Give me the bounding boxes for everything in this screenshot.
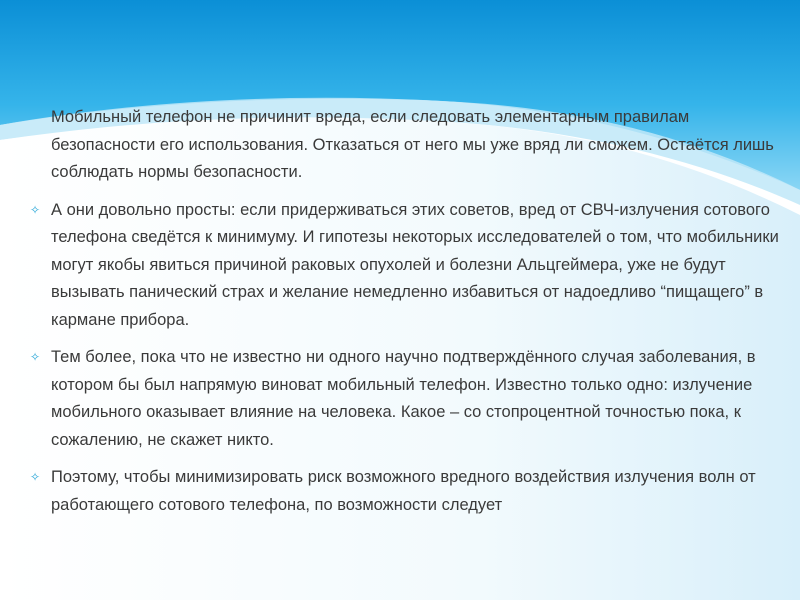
diamond-bullet-icon: ✧ bbox=[30, 350, 41, 364]
paragraph-bullet-3 bbox=[30, 464, 780, 519]
paragraph-bullet-2 bbox=[30, 344, 780, 454]
paragraph-text: Поэтому, чтобы минимизировать риск возможного вредного воздействия излучения волн от работающего сотового телефона, по возможности следует bbox=[51, 468, 756, 514]
diamond-bullet-icon: ✧ bbox=[30, 202, 41, 217]
slide-body-text bbox=[30, 104, 780, 529]
paragraph-bullet-1 bbox=[30, 197, 780, 335]
paragraph-text: Тем более, пока что не известно ни одного научно подтверждённого случая заболевания, в котором бы был напрямую виноват мобильный телефон. Известно только одно: излучение мобильного оказывает влияние на человека. Какое – со стопроцентной точностью пока, к сожалению, не скажет никто. bbox=[51, 348, 756, 449]
paragraph-text: Мобильный телефон не причинит вреда, если следовать элементарным правилам безопасности его использования. Отказаться от него мы уже вряд ли сможем. Остаётся лишь соблюдать нормы безопасности. bbox=[51, 108, 774, 181]
diamond-bullet-icon: ✧ bbox=[30, 470, 41, 484]
paragraph-intro bbox=[30, 104, 780, 187]
paragraph-text: А они довольно просты: если придерживаться этих советов, вред от СВЧ-излучения сотового телефона сведётся к минимуму. И гипотезы некоторых исследователей о том, что мобильники могут якобы явиться причиной раковых опухолей и болезни Альцгеймера, уже не будут вызывать панический страх и желание немедленно избавиться от надоедливо “пищащего” в кармане прибора. bbox=[51, 200, 779, 329]
